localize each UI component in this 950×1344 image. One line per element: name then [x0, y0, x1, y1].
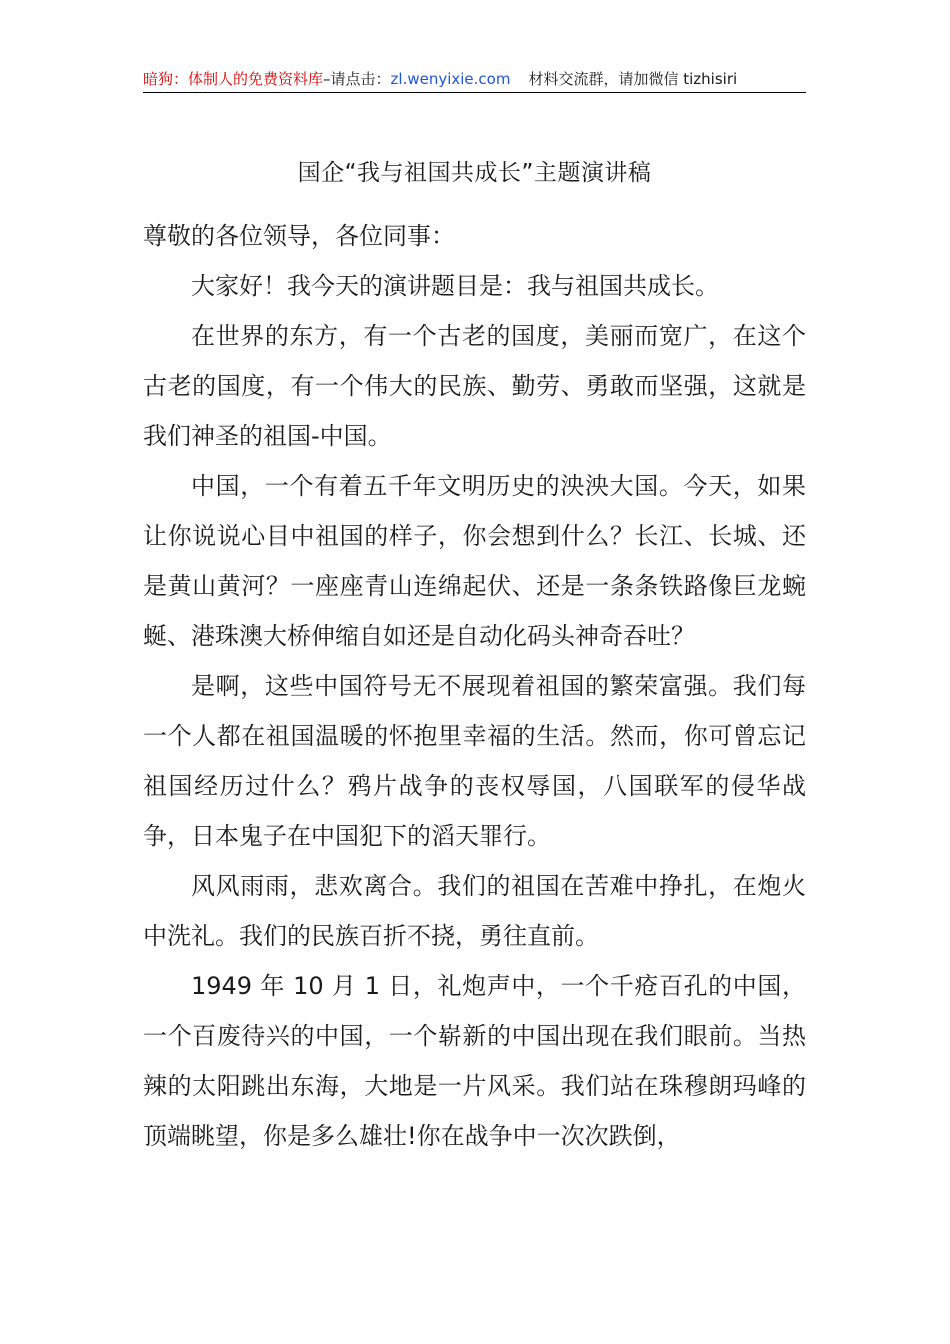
paragraph: 中国，一个有着五千年文明历史的泱泱大国。今天，如果让你说说心目中祖国的样子，你会想到什么？长江、长城、还是黄山黄河？一座座青山连绵起伏、还是一条条铁路像巨龙蜿蜒、港珠澳大桥伸缩自如还是自动化码头神奇吞吐？ — [143, 472, 806, 650]
header-link[interactable]: zl.wenyixie.com — [390, 70, 511, 88]
paragraph: 在世界的东方，有一个古老的国度，美丽而宽广，在这个古老的国度，有一个伟大的民族、勤劳、勇敢而坚强，这就是我们神圣的祖国-中国。 — [143, 322, 806, 450]
page-header — [143, 68, 805, 90]
salutation: 尊敬的各位领导，各位同事： — [143, 222, 455, 250]
document-body — [143, 211, 806, 1161]
header-click-prompt: –请点击： — [323, 70, 391, 88]
page-title: 国企“我与祖国共成长”主题演讲稿 — [297, 160, 652, 186]
header-group-note: 材料交流群，请加微信 tizhisiri — [528, 70, 738, 88]
header-brand: 暗狗：体制人的免费资料库 — [143, 70, 324, 88]
paragraph: 风风雨雨，悲欢离合。我们的祖国在苦难中挣扎，在炮火中洗礼。我们的民族百折不挠，勇往直前。 — [143, 872, 806, 950]
paragraph: 1949 年 10 月 1 日，礼炮声中，一个千疮百孔的中国，一个百废待兴的中国，一个崭新的中国出现在我们眼前。当热辣的太阳跳出东海，大地是一片风采。我们站在珠穆朗玛峰的顶端眺望，你是多么雄壮!你在战争中一次次跌倒， — [143, 972, 806, 1150]
paragraph: 是啊，这些中国符号无不展现着祖国的繁荣富强。我们每一个人都在祖国温暖的怀抱里幸福的生活。然而，你可曾忘记祖国经历过什么？鸦片战争的丧权辱国，八国联军的侵华战争，日本鬼子在中国犯下的滔天罪行。 — [143, 672, 806, 850]
paragraph: 大家好！我今天的演讲题目是：我与祖国共成长。 — [191, 272, 719, 300]
header-divider — [143, 92, 806, 93]
